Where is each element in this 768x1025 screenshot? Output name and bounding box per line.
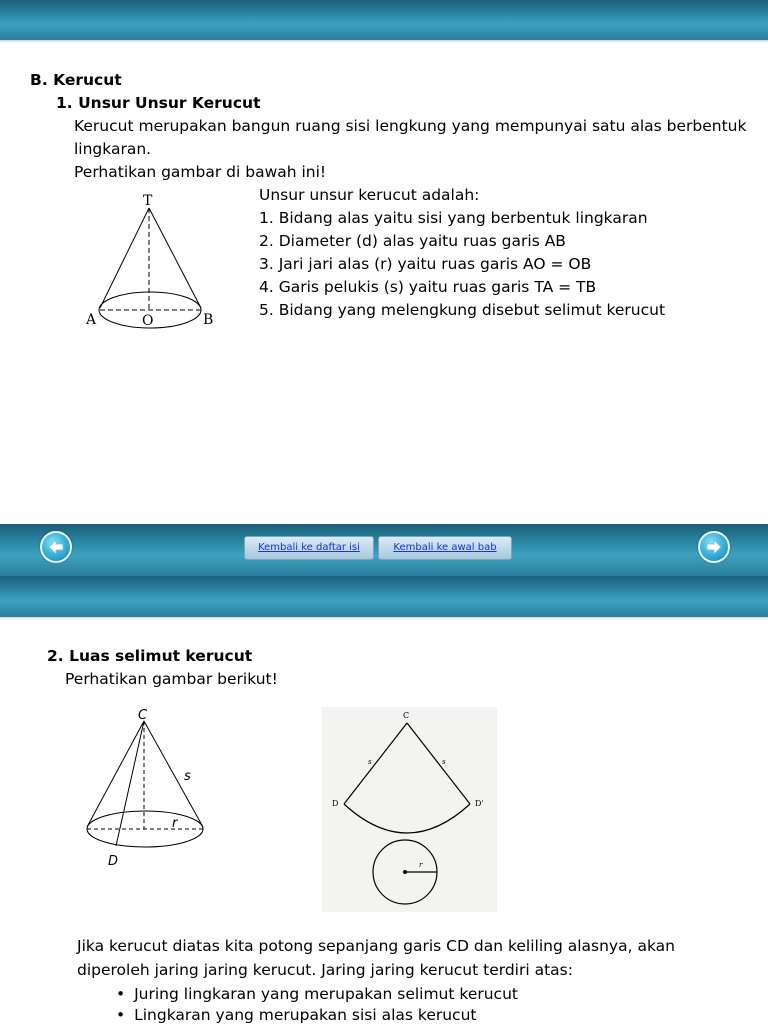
section-heading-2: 2. Luas selimut kerucut — [47, 647, 253, 665]
net-label-left-s: s — [368, 758, 372, 766]
element-item: 3. Jari jari alas (r) yaitu ruas garis AO = OB — [259, 255, 592, 273]
bullet-dot-icon: • — [116, 985, 126, 1003]
left-arrow-icon — [46, 537, 66, 557]
bullet-item — [116, 1005, 476, 1025]
instruction-text: Perhatikan gambar di bawah ini! — [74, 163, 327, 181]
definition-line-1: Kerucut merupakan bangun ruang sisi lengkung yang mempunyai satu alas berbentuk — [74, 117, 747, 135]
net-label-right: D' — [475, 799, 484, 808]
element-item: 4. Garis pelukis (s) yaitu ruas garis TA = TB — [259, 278, 597, 296]
cone-label-right: B — [203, 312, 214, 328]
section-heading: B. Kerucut — [30, 71, 122, 89]
cone-net-diagram — [322, 707, 497, 912]
net-label-radius: r — [419, 861, 423, 869]
bullet-text: Juring lingkaran yang merupakan selimut kerucut — [134, 985, 518, 1003]
back-to-chapter-start-link[interactable]: Kembali ke awal bab — [378, 536, 512, 560]
cone-label-radius: r — [172, 816, 178, 831]
cone-label-left: A — [86, 312, 97, 328]
cone-label-base-point: D — [108, 854, 119, 869]
definition-line-2: lingkaran. — [74, 140, 152, 158]
explanation-line-2: diperoleh jaring jaring kerucut. Jaring jaring kerucut terdiri atas: — [77, 961, 573, 979]
net-label-right-s: s — [442, 758, 446, 766]
element-item: 1. Bidang alas yaitu sisi yang berbentuk lingkaran — [259, 209, 648, 227]
top-header-bar — [0, 0, 768, 40]
previous-slide-button[interactable] — [40, 531, 72, 563]
bullet-item — [116, 984, 518, 1004]
right-arrow-icon — [704, 537, 724, 557]
bullet-text: Lingkaran yang merupakan sisi alas kerucut — [134, 1006, 477, 1024]
cone-label-apex: C — [138, 708, 148, 723]
elements-title: Unsur unsur kerucut adalah: — [259, 186, 480, 204]
element-item: 5. Bidang yang melengkung disebut selimut kerucut — [259, 301, 666, 319]
net-label-apex: C — [403, 711, 410, 720]
instruction-text-2: Perhatikan gambar berikut! — [65, 670, 278, 688]
subsection-heading: 1. Unsur Unsur Kerucut — [56, 94, 261, 112]
cone-label-center: O — [142, 313, 154, 329]
cone-label-apex: T — [143, 193, 153, 209]
net-label-left: D — [332, 799, 339, 808]
second-header-bar — [0, 576, 768, 617]
element-item: 2. Diameter (d) alas yaitu ruas garis AB — [259, 232, 566, 250]
next-slide-button[interactable] — [698, 531, 730, 563]
explanation-line-1: Jika kerucut diatas kita potong sepanjang garis CD dan keliling alasnya, akan — [77, 937, 675, 955]
cone-diagram — [80, 190, 230, 335]
bullet-dot-icon: • — [116, 1006, 126, 1024]
cone-label-slant: s — [184, 769, 191, 784]
cone-sliced-diagram — [80, 703, 220, 873]
back-to-contents-link[interactable]: Kembali ke daftar isi — [244, 536, 374, 560]
